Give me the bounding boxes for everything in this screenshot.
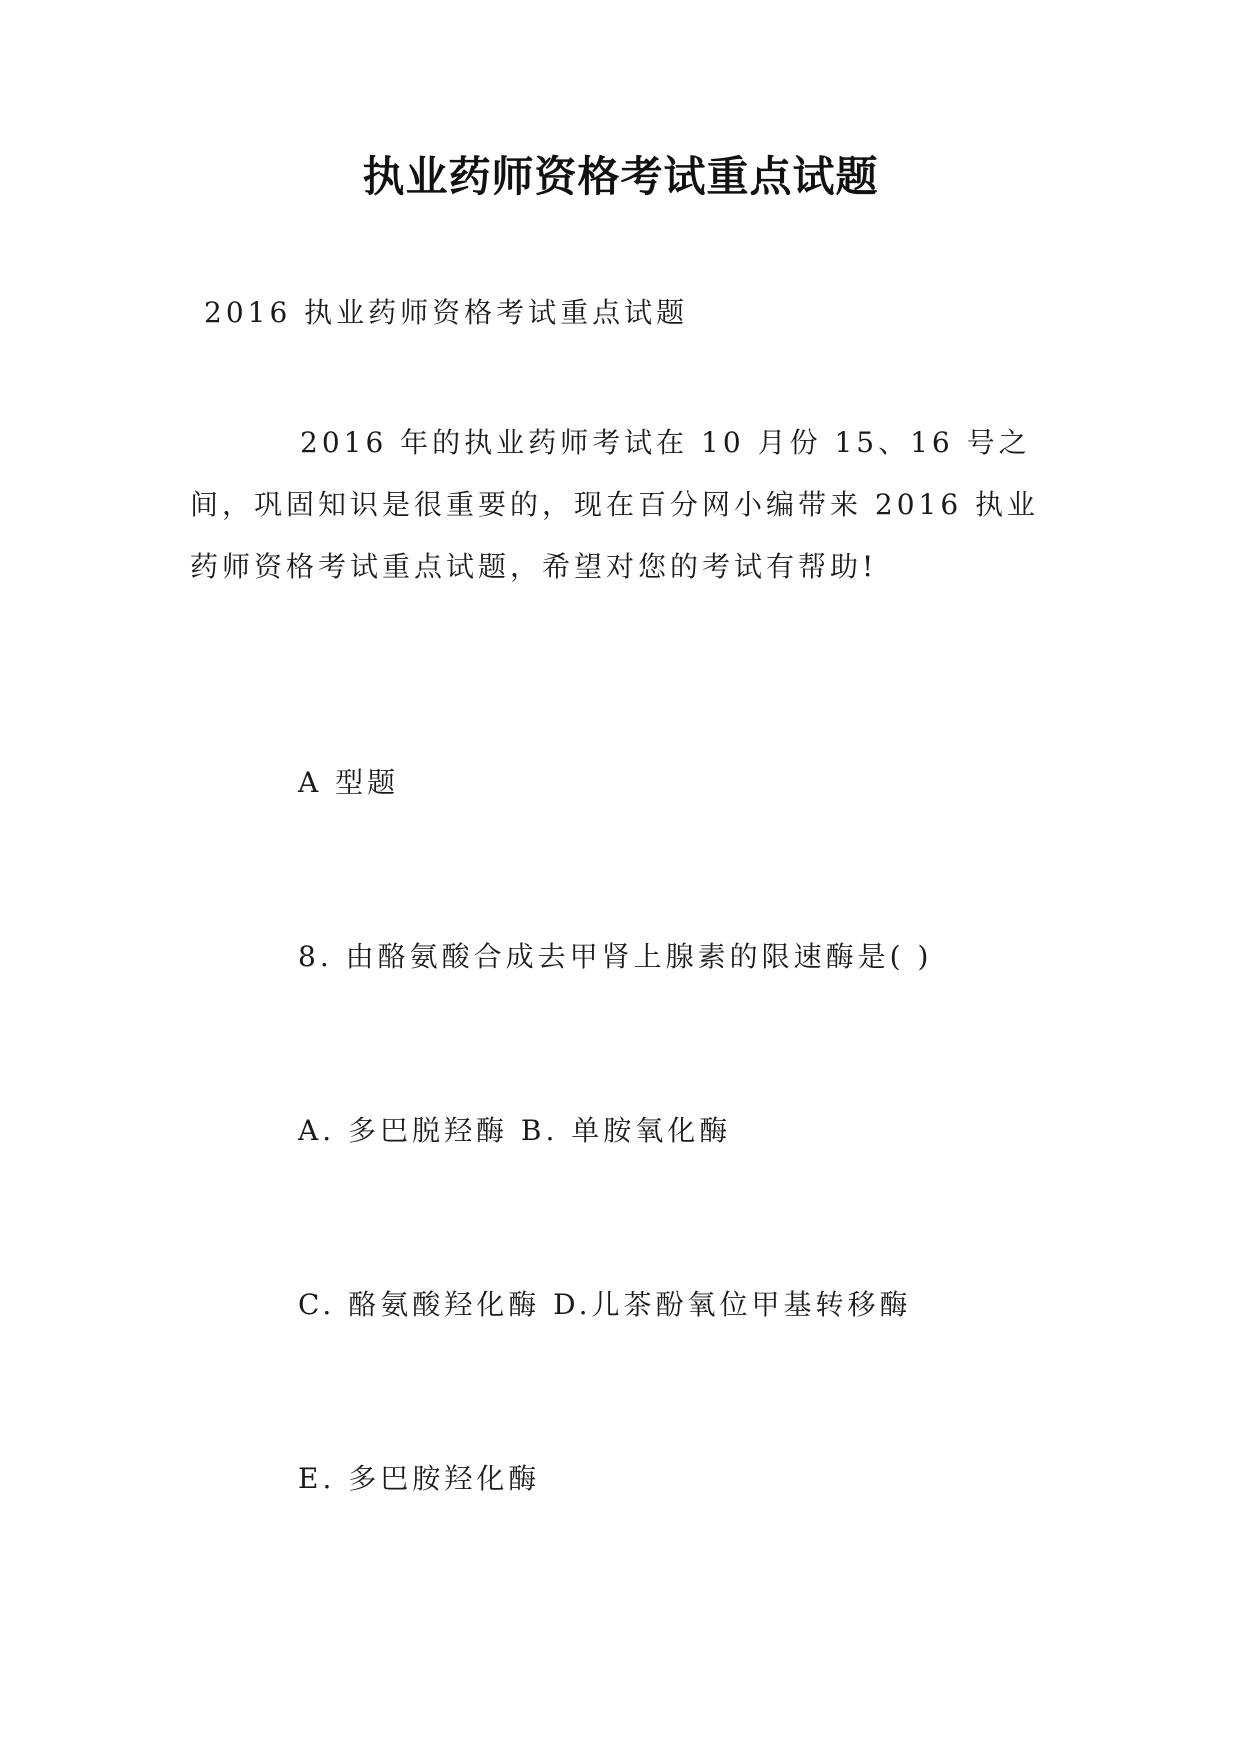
intro-paragraph: 2016 年的执业药师考试在 10 月份 15、16 号之间，巩固知识是很重要的，现在百分网小编带来 2016 执业药师资格考试重点试题，希望对您的考试有帮助! (190, 426, 1040, 583)
document-subtitle: 2016 执业药师资格考试重点试题 (204, 296, 689, 329)
document-title: 执业药师资格考试重点试题 (362, 152, 879, 201)
section-heading: A 型题 (298, 766, 400, 799)
answer-options-a-b: A. 多巴脱羟酶 B. 单胺氧化酶 (298, 1114, 732, 1147)
answer-options-c-d: C. 酪氨酸羟化酶 D.儿茶酚氧位甲基转移酶 (298, 1288, 912, 1321)
answer-option-e: E. 多巴胺羟化酶 (298, 1462, 541, 1495)
question-text: 8. 由酪氨酸合成去甲肾上腺素的限速酶是( ) (298, 940, 933, 973)
